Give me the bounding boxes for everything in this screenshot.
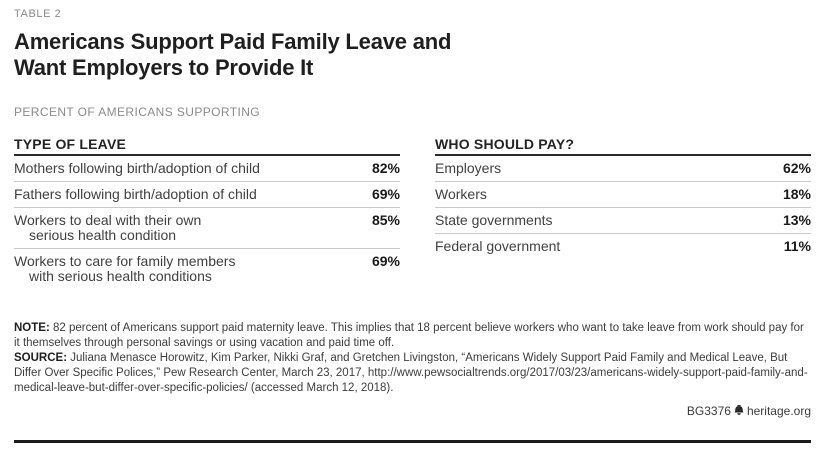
table-row: [435, 208, 811, 234]
row-value: 82%: [371, 160, 400, 176]
table-row: [435, 234, 811, 259]
table-label: TABLE 2: [14, 8, 62, 20]
row-label: [14, 187, 257, 202]
row-label: [435, 161, 501, 176]
row-value: 13%: [782, 212, 811, 228]
figure-title: [14, 29, 811, 81]
table-row: [14, 156, 400, 182]
document-id: BG3376: [686, 404, 731, 418]
source-text: Juliana Menasce Horowitz, Kim Parker, Nikki Graf, and Gretchen Livingston, “Americans Widely Support Paid Family and Medical Leave, But Differ Over Specific Polices,” Pew Research Center, March 23, 2017, http://www.pewsocialtrends.org/2017/03/23/americans-widely-support-paid-family-and-medical-leave-but-differ-over-specific-policies/ (accessed March 12, 2018).: [14, 352, 808, 394]
note-label: NOTE:: [14, 322, 50, 334]
source-paragraph: [14, 351, 811, 396]
row-label-line1: Employers: [435, 160, 502, 176]
note-text: 82 percent of Americans support paid maternity leave. This implies that 18 percent believe workers who want to take leave from work should pay for it themselves through personal savings or using vacation and paid time off.: [14, 322, 804, 349]
row-value: 18%: [782, 186, 811, 202]
liberty-bell-icon: [733, 404, 745, 420]
row-value: 85%: [371, 212, 400, 228]
source-label: SOURCE:: [14, 352, 68, 364]
table-header-type-of-leave: TYPE OF LEAVE: [14, 137, 400, 156]
row-label-line2: serious health condition: [29, 227, 177, 243]
figure-title-line1: Americans Support Paid Family Leave and: [14, 29, 452, 54]
figure-title-line2: Want Employers to Provide It: [14, 55, 314, 80]
row-label-line1: Workers to deal with their own: [14, 212, 202, 228]
tables-container: [14, 137, 811, 289]
table-row: [435, 156, 811, 182]
row-label-line1: Mothers following birth/adoption of child: [14, 160, 260, 176]
row-label: [14, 254, 235, 284]
row-label: [14, 213, 201, 243]
table-header-who-should-pay: WHO SHOULD PAY?: [435, 137, 811, 156]
row-label-line1: Workers to care for family members: [14, 253, 236, 269]
table-row: [14, 182, 400, 208]
row-label-line1: Workers: [435, 186, 487, 202]
row-label: [14, 161, 260, 176]
row-label-line1: State governments: [435, 212, 553, 228]
table-row: [14, 208, 400, 249]
table-row: [435, 182, 811, 208]
row-label-line1: Federal government: [435, 238, 561, 254]
row-value: 11%: [783, 238, 811, 254]
bottom-rule: [14, 440, 811, 443]
row-value: 69%: [371, 186, 400, 202]
footnotes: [14, 321, 811, 396]
row-label: [435, 239, 560, 254]
table-row: [14, 249, 400, 289]
row-value: 62%: [782, 160, 811, 176]
figure-subtitle: PERCENT OF AMERICANS SUPPORTING: [14, 105, 260, 119]
row-label: [435, 187, 487, 202]
table-who-should-pay: [435, 137, 811, 289]
row-label-line2: with serious health conditions: [29, 268, 212, 284]
row-value: 69%: [371, 253, 400, 269]
table-type-of-leave: [14, 137, 400, 289]
row-label: [435, 213, 553, 228]
note-paragraph: [14, 321, 811, 351]
document-id-line: [14, 404, 811, 420]
publisher-site: heritage.org: [746, 404, 811, 418]
row-label-line1: Fathers following birth/adoption of child: [14, 186, 257, 202]
